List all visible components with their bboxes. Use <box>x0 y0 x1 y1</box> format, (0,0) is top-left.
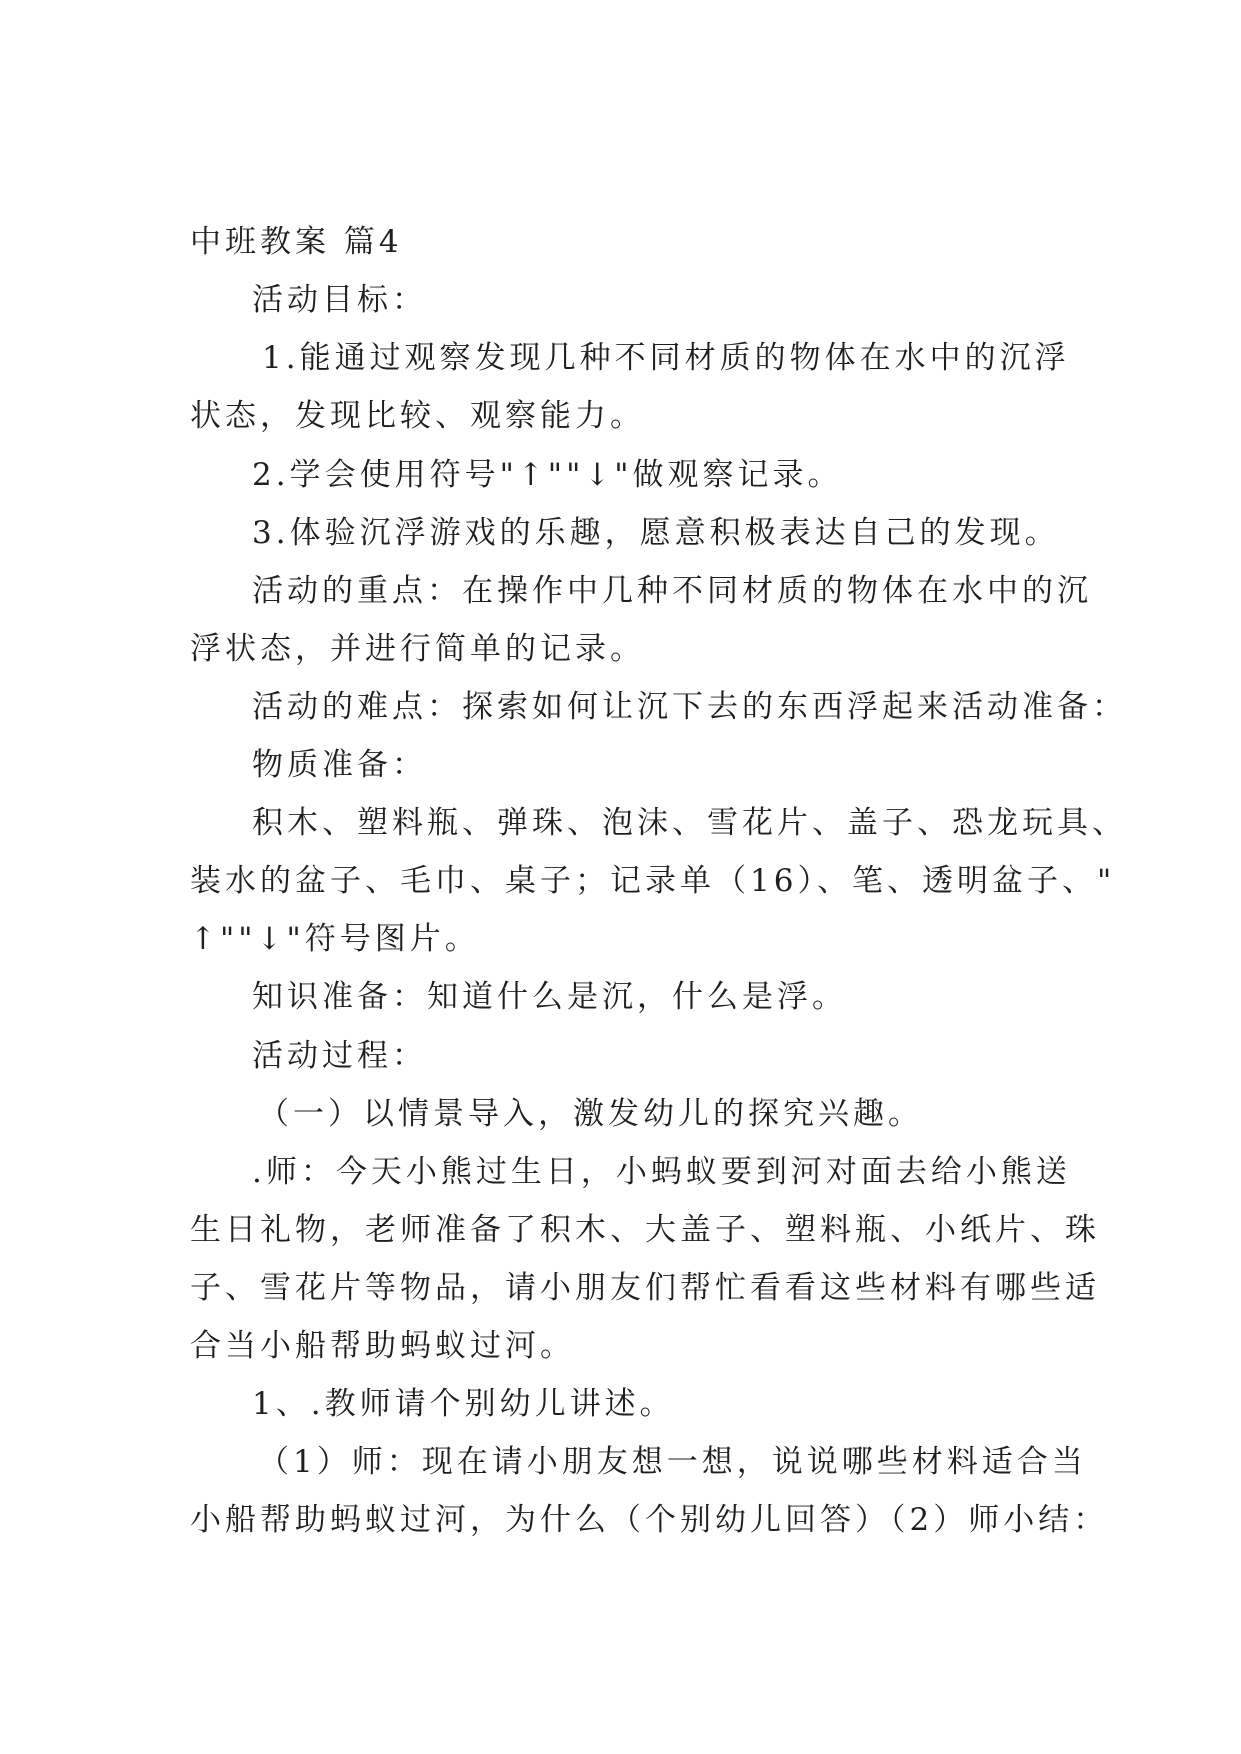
paragraph-line: 合当小船帮助蚂蚁过河。 <box>190 1328 575 1364</box>
paragraph-line: 装水的盆子、毛巾、桌子；记录单（16）、笔、透明盆子、" <box>190 863 1116 899</box>
paragraph-line: （一）以情景导入，激发幼儿的探究兴趣。 <box>258 1096 923 1132</box>
paragraph-line: 1、.教师请个别幼儿讲述。 <box>252 1386 675 1422</box>
section-heading-process: 活动过程： <box>252 1038 427 1074</box>
page-title: 中班教案 篇4 <box>190 224 403 260</box>
paragraph-line: 状态，发现比较、观察能力。 <box>190 398 645 434</box>
section-heading-goals: 活动目标： <box>252 282 427 318</box>
paragraph-line: 积木、塑料瓶、弹珠、泡沫、雪花片、盖子、恐龙玩具、 <box>252 805 1127 841</box>
paragraph-line: 活动的难点：探索如何让沉下去的东西浮起来活动准备： <box>252 689 1127 725</box>
paragraph-line: 1.能通过观察发现几种不同材质的物体在水中的沉浮 <box>262 340 1070 376</box>
paragraph-line: 生日礼物，老师准备了积木、大盖子、塑料瓶、小纸片、珠 <box>190 1212 1100 1248</box>
paragraph-line: 浮状态，并进行简单的记录。 <box>190 631 645 667</box>
paragraph-line: ↑""↓"符号图片。 <box>190 921 480 957</box>
paragraph-line: 子、雪花片等物品，请小朋友们帮忙看看这些材料有哪些适 <box>190 1270 1100 1306</box>
paragraph-line: 活动的重点：在操作中几种不同材质的物体在水中的沉 <box>252 573 1092 609</box>
paragraph-line: 知识准备：知道什么是沉，什么是浮。 <box>252 979 847 1015</box>
paragraph-line: 2.学会使用符号"↑""↓"做观察记录。 <box>252 457 843 493</box>
paragraph-line: 小船帮助蚂蚁过河，为什么（个别幼儿回答）（2）师小结： <box>190 1502 1109 1538</box>
paragraph-line: .师：今天小熊过生日，小蚂蚁要到河对面去给小熊送 <box>252 1154 1071 1190</box>
paragraph-line: 3.体验沉浮游戏的乐趣，愿意积极表达自己的发现。 <box>252 515 1060 551</box>
paragraph-line: （1）师：现在请小朋友想一想，说说哪些材料适合当 <box>258 1444 1087 1480</box>
section-heading-materials: 物质准备： <box>252 747 427 783</box>
